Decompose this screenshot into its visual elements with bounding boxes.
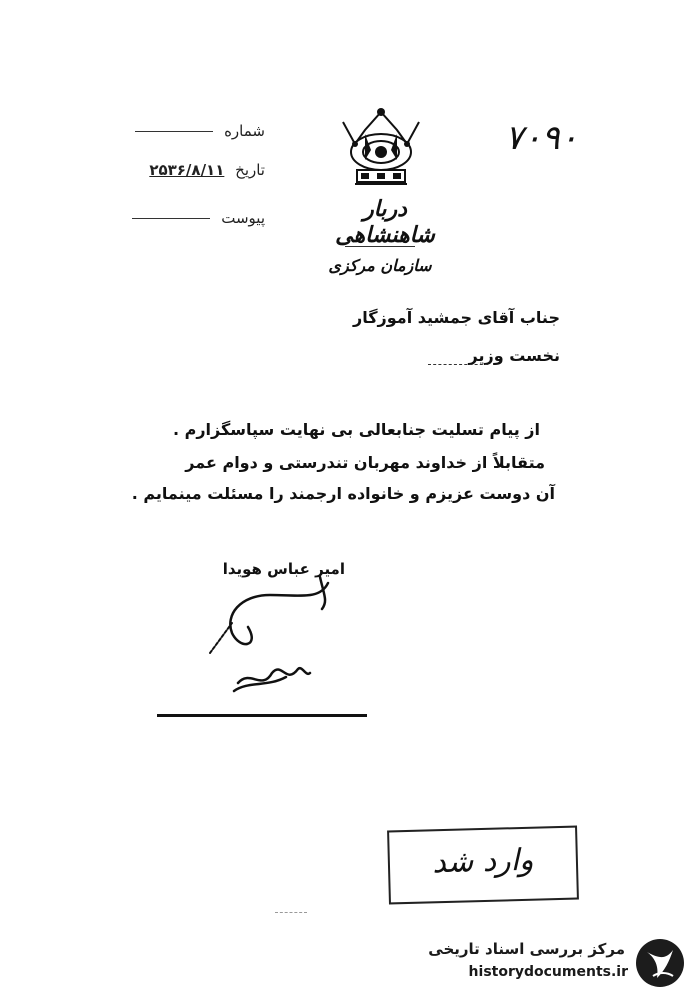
crown-emblem: [335, 104, 427, 196]
header-underline: [345, 246, 415, 247]
number-label: شماره: [224, 122, 265, 140]
archive-logo-icon: [633, 936, 687, 990]
attachment-line: [132, 218, 210, 219]
number-line: [135, 131, 213, 132]
date-label: تاریخ: [235, 161, 265, 179]
recipient-name: جناب آقای جمشید آموزگار: [353, 308, 560, 327]
signature-rule: [157, 714, 367, 717]
archive-center-name: مرکز بررسی اسناد تاریخی: [428, 940, 625, 958]
attachment-label: پیوست: [221, 209, 265, 227]
body-line-2: متقابلاً از خداوند مهربان تندرستی و دوام عمر: [185, 453, 545, 472]
stamp-text: وارد شد: [431, 842, 534, 881]
issuer-title: دربار شاهنشاهی: [335, 196, 435, 248]
faint-marks: [275, 912, 307, 913]
archive-url: historydocuments.ir: [468, 964, 628, 980]
received-stamp: [387, 826, 579, 905]
recipient-title: نخست وزیر: [468, 346, 560, 365]
handwritten-document-number: ۷۰۹۰: [505, 118, 579, 158]
date-value: ۲۵۳۶/۸/۱۱: [149, 161, 225, 179]
date-field: [95, 161, 265, 179]
recipient-title-dashes: [428, 364, 488, 365]
signature-mark: [150, 565, 380, 735]
attachment-field: [125, 209, 265, 227]
closing-name: امیر عباس هویدا: [222, 560, 345, 578]
body-line-3: آن دوست عزیزم و خانواده ارجمند را مسئلت مینمایم .: [131, 484, 555, 503]
body-line-1: از پیام تسلیت جنابعالی بی نهایت سپاسگزارم .: [172, 420, 540, 439]
office-name: سازمان مرکزی: [328, 256, 432, 275]
number-field: [125, 122, 265, 140]
